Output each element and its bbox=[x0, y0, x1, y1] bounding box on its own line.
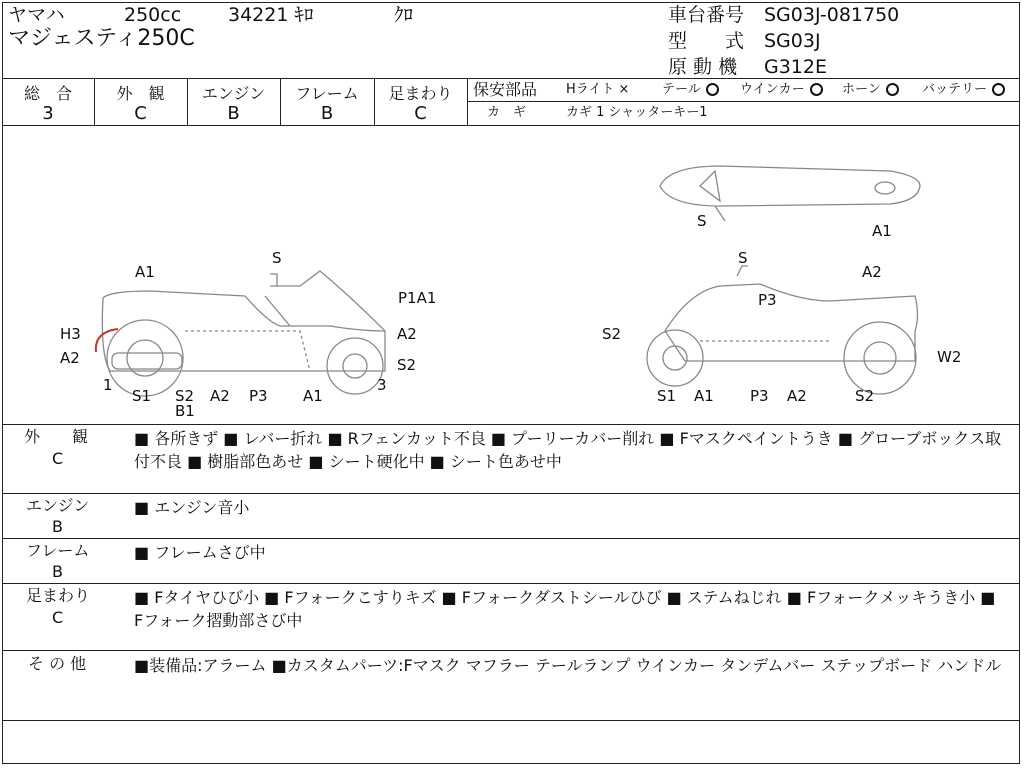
exterior-label: 外 観 bbox=[116, 84, 165, 103]
total-label: 総 合 bbox=[23, 84, 72, 103]
diagram-label: A2 bbox=[787, 387, 807, 405]
model-name: マジェスティ250C bbox=[8, 26, 195, 51]
mileage: 34221 ｷﾛ bbox=[228, 4, 314, 26]
diagram-label: S bbox=[272, 249, 282, 267]
suspension-grade-label: 足まわり bbox=[388, 84, 453, 103]
section-text: ■ エンジン音小 bbox=[134, 498, 250, 517]
type-label: 型 式 bbox=[668, 30, 745, 52]
frame-grade-label: フレーム bbox=[295, 84, 359, 103]
diagram-label: 1 bbox=[103, 376, 113, 394]
ok-circle-icon bbox=[992, 83, 1005, 96]
diagram-label: S1 bbox=[132, 387, 152, 405]
type-value: SG03J bbox=[764, 30, 821, 52]
divider bbox=[467, 78, 468, 125]
diagram-label: P3 bbox=[750, 387, 769, 405]
diagram-label: A1 bbox=[694, 387, 714, 405]
winker-status: ウインカー bbox=[740, 83, 823, 96]
right-side-view bbox=[647, 266, 918, 394]
divider bbox=[2, 650, 1020, 651]
section-text: ■装備品:アラーム ■カスタムパーツ:Fマスク マフラー テールランプ ウインカー タンデムバー ステップボード ハンドル bbox=[134, 656, 1002, 675]
damage-diagram bbox=[0, 126, 1024, 424]
headlight-status: Hライト × bbox=[566, 82, 630, 97]
divider bbox=[467, 101, 1020, 102]
color: ｸﾛ bbox=[394, 4, 414, 26]
maker: ヤマハ bbox=[8, 4, 65, 26]
section-label: 外 観 bbox=[24, 427, 89, 446]
displacement: 250cc bbox=[124, 4, 182, 26]
diagram-label: A2 bbox=[397, 325, 417, 343]
diagram-label: S bbox=[738, 249, 748, 267]
diagram-label: A2 bbox=[210, 387, 230, 405]
key-value: カギ 1 シャッターキー1 bbox=[566, 105, 708, 120]
frame-no: SG03J-081750 bbox=[764, 4, 900, 26]
diagram-label: B1 bbox=[175, 402, 195, 420]
diagram-label: S2 bbox=[175, 387, 195, 405]
divider bbox=[2, 424, 1020, 425]
battery-status: バッテリー bbox=[922, 83, 1005, 96]
diagram-label: 3 bbox=[377, 376, 387, 394]
diagram-label: A1 bbox=[135, 263, 155, 281]
total-grade: 3 bbox=[42, 103, 54, 124]
divider bbox=[2, 583, 1020, 584]
diagram-label: S2 bbox=[602, 325, 622, 343]
section-text: ■ フレームさび中 bbox=[134, 543, 266, 562]
diagram-label: P3 bbox=[249, 387, 268, 405]
section-text: ■ 各所きず ■ レバー折れ ■ Rフェンカット不良 ■ プーリーカバー削れ ■ Fマスクペイントうき ■ グローブボックス取付不良 ■ 樹脂部色あせ ■ シート硬化中 ■ シート色あせ中 bbox=[134, 429, 1002, 471]
diagram-label: S2 bbox=[855, 387, 875, 405]
diagram-label: A2 bbox=[60, 349, 80, 367]
diagram-label: H3 bbox=[60, 325, 81, 343]
ok-circle-icon bbox=[706, 83, 719, 96]
tail-status: テール bbox=[662, 83, 719, 96]
diagram-label: S2 bbox=[397, 356, 417, 374]
diagram-label: W2 bbox=[937, 348, 962, 366]
diagram-label: A1 bbox=[872, 222, 892, 240]
diagram-labels bbox=[60, 212, 961, 420]
section-grade: C bbox=[52, 608, 64, 627]
section-label: フレーム bbox=[26, 541, 90, 560]
diagram-label: P1A1 bbox=[398, 289, 437, 307]
section-label: そ の 他 bbox=[28, 654, 87, 673]
engine-label: 原 動 機 bbox=[668, 56, 738, 78]
engine-value: G312E bbox=[764, 56, 827, 78]
h3-mark bbox=[96, 329, 118, 352]
horn-status: ホーン bbox=[842, 83, 899, 96]
section-label: 足まわり bbox=[26, 586, 91, 605]
section-grade: C bbox=[52, 449, 64, 468]
divider bbox=[2, 78, 1020, 79]
section-text: ■ Fタイヤひび小 ■ Fフォークこすりキズ ■ Fフォークダストシールひび ■ ステムねじれ ■ Fフォークメッキうき小 ■ Fフォーク摺動部さび中 bbox=[134, 588, 996, 630]
suspension-grade: C bbox=[414, 103, 427, 124]
diagram-label: S1 bbox=[657, 387, 677, 405]
frame-grade: B bbox=[320, 103, 334, 124]
diagram-label: A2 bbox=[862, 263, 882, 281]
section-label: エンジン bbox=[26, 496, 90, 515]
ok-circle-icon bbox=[886, 83, 899, 96]
safety-label: 保安部品 bbox=[473, 80, 538, 99]
key-label: カ ギ bbox=[487, 105, 527, 120]
frame-no-label: 車台番号 bbox=[668, 4, 745, 26]
section-grade: B bbox=[52, 562, 63, 581]
diagram-label: P3 bbox=[758, 291, 777, 309]
divider bbox=[2, 720, 1020, 721]
ok-circle-icon bbox=[810, 83, 823, 96]
left-side-view bbox=[102, 271, 385, 396]
exterior-grade: C bbox=[134, 103, 147, 124]
diagram-label: S bbox=[697, 212, 707, 230]
section-grade: B bbox=[52, 517, 63, 536]
divider bbox=[2, 493, 1020, 494]
divider bbox=[2, 538, 1020, 539]
engine-grade-label: エンジン bbox=[201, 84, 266, 103]
diagram-label: A1 bbox=[303, 387, 323, 405]
engine-grade: B bbox=[227, 103, 240, 124]
